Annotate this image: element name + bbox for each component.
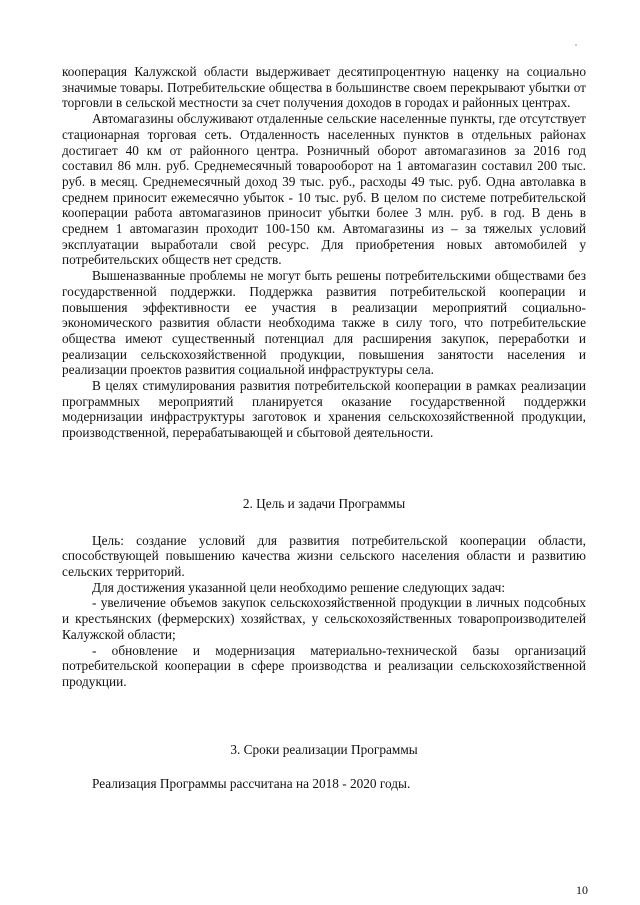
paragraph-problems: Вышеназванные проблемы не могут быть решены потребительскими обществами без государственной поддержки. Поддержка развития потребительской кооперации и повышения эффективности ее участия в реализации мероприятий социально-экономического развития области необходима также в силу того, что потребительские общества имеют существенный потенциал для расширения закупок, переработки и реализации сельскохозяйственной продукции, повышения занятости населения и реализации проектов развития социальной инфраструктуры села. bbox=[62, 268, 586, 378]
section-2-task-2: - обновление и модернизация материально-технической базы организаций потребительской кооперации в сфере производства и реализации сельскохозяйственной продукции. bbox=[62, 642, 586, 689]
scan-speck bbox=[575, 44, 577, 46]
paragraph-stimulation: В целях стимулирования развития потребительской кооперации в рамках реализации программных мероприятий планируется оказание государственной поддержки модернизации инфраструктуры заготовок и хранения сельскохозяйственной продукции, производственной, перерабатывающей и сбытовой деятельности. bbox=[62, 378, 586, 441]
page-number: 10 bbox=[576, 883, 588, 897]
paragraph-auto-shops: Автомагазины обслуживают отдаленные сельские населенные пункты, где отсутствует стационарная торговая сеть. Отдаленность населенных пунктов в отдельных районах достигает 40 км от районного центра. Розничный оборот автомагазинов за 2016 год составил 86 млн. руб. Среднемесячный товарооборот на 1 автомагазин составил 200 тыс. руб. в месяц. Среднемесячный доход 39 тыс. руб., расходы 49 тыс. руб. Одна автолавка в среднем приносит ежемесячно убыток - 10 тыс. руб. В целом по системе потребительской кооперации работа автомагазинов приносит убытки более 3 млн. руб. в год. В день в среднем 1 автомагазин проходит 100-150 км. Автомагазины из – за тяжелых условий эксплуатации выработали свой ресурс. Для приобретения новых автомобилей у потребительских обществ нет средств. bbox=[62, 111, 586, 268]
section-2-goal: Цель: создание условий для развития потребительской кооперации области, способствующей повышению качества жизни сельского населения области и развитию сельских территорий. bbox=[62, 532, 586, 579]
section-3-heading: 3. Сроки реализации Программы bbox=[230, 741, 418, 757]
section-3-text: Реализация Программы рассчитана на 2018 - 2020 годы. bbox=[92, 776, 411, 792]
paragraph-consumer-cooperation: кооперация Калужской области выдерживает десятипроцентную наценку на социально значимые товары. Потребительские общества в большинстве своем перекрывают убытки от торговли в сельской местности за счет получения доходов в городах и районных центрах. bbox=[62, 64, 586, 111]
section-2-heading: 2. Цель и задачи Программы bbox=[242, 495, 406, 511]
section-2-task-1: - увеличение объемов закупок сельскохозяйственной продукции в личных подсобных и крестьянских (фермерских) хозяйствах, у сельскохозяйственных товаропроизводителей Калужской области; bbox=[62, 595, 586, 642]
section-2-intro: Для достижения указанной цели необходимо решение следующих задач: bbox=[92, 579, 506, 595]
document-page bbox=[62, 64, 586, 792]
